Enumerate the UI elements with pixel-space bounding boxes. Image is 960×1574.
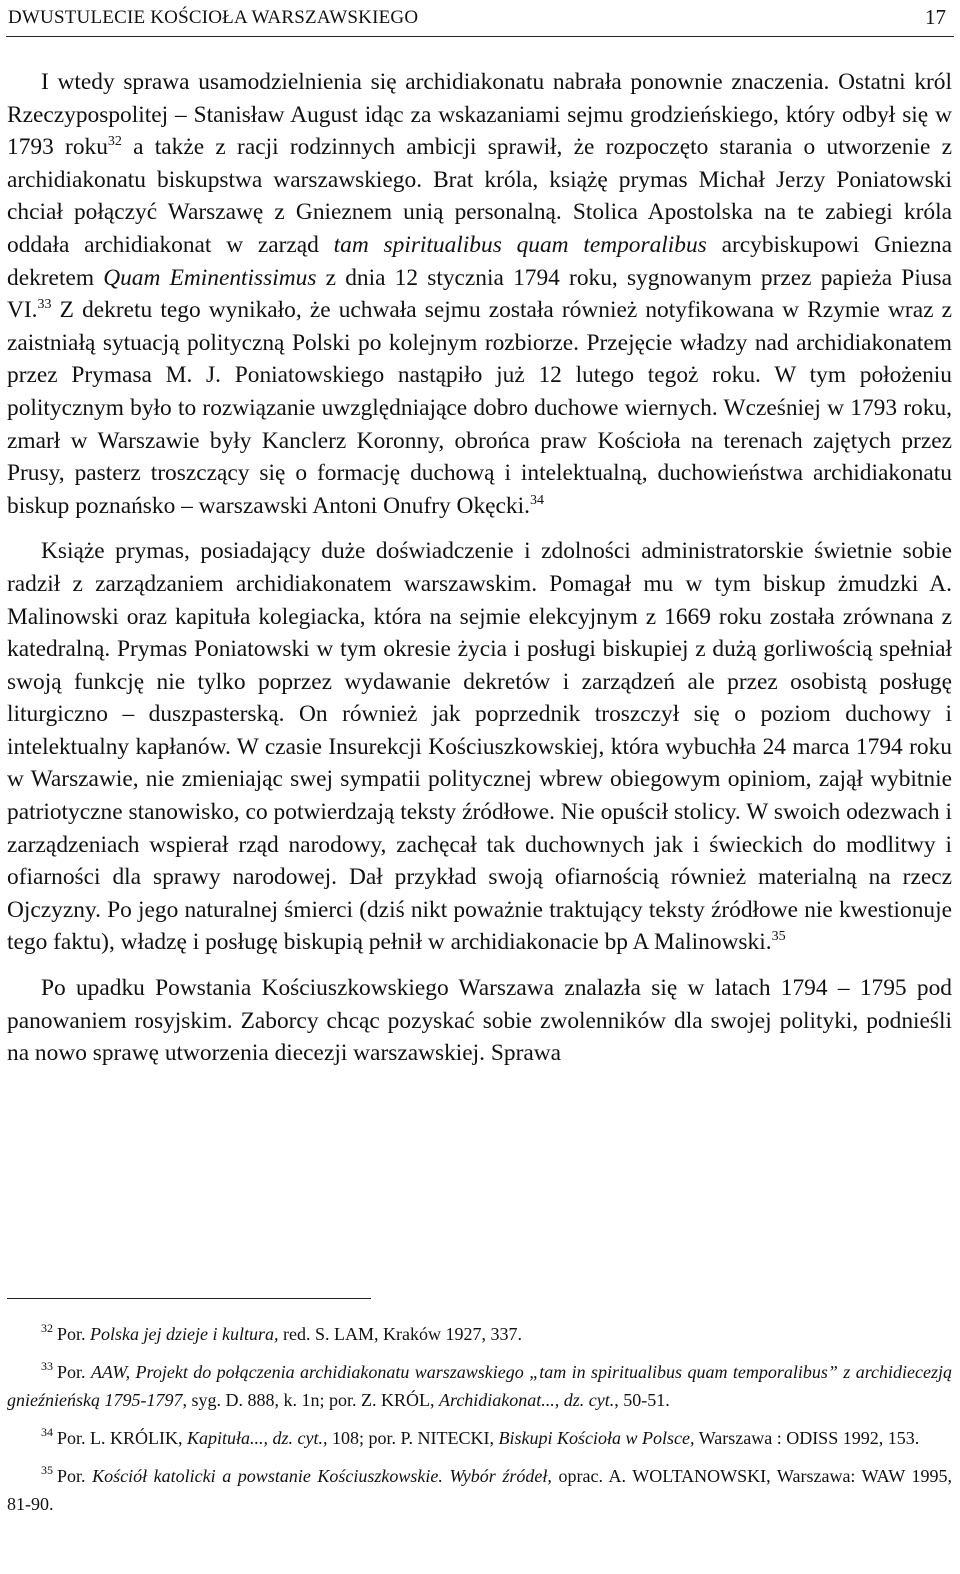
footnote-34: $^{34}$ Por. L. KRÓLIK, Kapituła..., dz. cyt., 108; por. P. NITECKI, Biskupi Kościoła w Polsce, Warszawa : ODISS 1992, 153. (41, 1425, 920, 1448)
footnote-32: $^{32}$ Por. Polska jej dzieje i kultura, red. S. LAM, Kraków 1927, 337. (41, 1321, 522, 1344)
footnote-ref-34[interactable]: 34 (529, 492, 544, 508)
page-header (6, 2, 954, 37)
footnote-separator (7, 1298, 371, 1299)
footnotes (7, 1320, 952, 1528)
footnote-ref-32[interactable]: 32 (107, 134, 122, 150)
paragraph-3: Po upadku Powstania Kościuszkowskiego Warszawa znalazła się w latach 1794 – 1795 pod panowaniem rosyjskim. Zaborcy chcąc pozyskać sobie zwolenników dla swojej polityki, podnieśli na nowo sprawę utworzenia diecezji warszawskiej. Sprawa (7, 975, 952, 1067)
body-text (7, 66, 952, 1070)
footnote-35: $^{35}$ Por. Kościół katolicki a powstanie Kościuszkowskie. Wybór źródeł, oprac. A. WOLTANOWSKI, Warszawa: WAW 1995, 81-90. (7, 1463, 952, 1514)
running-title: DWUSTULECIE KOŚCIOŁA WARSZAWSKIEGO (8, 7, 419, 28)
paragraph-2: Książe prymas, posiadający duże doświadczenie i zdolności administratorskie świetnie sobie radził z zarządzaniem archidiakonatem warszawskim. Pomagał mu w tym biskup żmudzki A. Malinowski oraz kapituła kolegiacka, która na sejmie elekcyjnym z 1669 roku została zrównana z katedralną. Prymas Poniatowski w tym okresie życia i posługi biskupiej z dużą gorliwością spełniał swoją funkcję nie tylko poprzez wydawanie dekretów i zarządzeń ale przez osobistą posługę liturgiczno – duszpasterską. On również jak poprzednik troszczył się o poziom duchowy i intelektualny kapłanów. W czasie Insurekcji Kościuszkowskiej, która wybuchła 24 marca 1794 roku w Warszawie, nie zmieniając swej sympatii politycznej wbrew obiegowym opiniom, zajął wybitnie patriotyczne stanowisko, co potwierdzają teksty źródłowe. Nie opuścił stolicy. W swoich odezwach i zarządzeniach wspierał rząd narodowy, zachęcał tak duchownych jak i świeckich do modlitwy i ofiarności dla sprawy narodowej. Dał przykład swoją ofiarnością również materialną na rzecz Ojczyzny. Po jego naturalnej śmierci (dziś nikt poważnie traktujący teksty źródłowe nie kwestionuje tego faktu), władzę i posługę biskupią pełnił w archidiakonacie bp A Malinowski.$^{35}$ (7, 538, 952, 956)
footnote-33: $^{33}$ Por. AAW, Projekt do połączenia archidiakonatu warszawskiego „tam in spiritualibus quam temporalibus” z archidiecezją gnieźnieńską 1795-1797, syg. D. 888, k. 1n; por. Z. KRÓL, Archidiakonat..., dz. cyt., 50-51. (7, 1359, 953, 1410)
page-number: 17 (925, 5, 946, 29)
paragraph-1: I wtedy sprawa usamodzielnienia się archidiakonatu nabrała ponownie znaczenia. Ostatni król Rzeczypospolitej – Stanisław August idąc za wskazaniami sejmu grodzieńskiego, który odbył się w 1793 roku$^{32}$ a także z racji rodzinnych ambicji sprawił, że rozpoczęto starania o utworzenie z archidiakonatu biskupstwa warszawskiego. Brat króla, książę prymas Michał Jerzy Poniatowski chciał połączyć Warszawę z Gnieznem unią personalną. Stolica Apostolska na te zabiegi króla oddała archidiakonat w zarząd tam spiritualibus quam temporalibus arcybiskupowi Gniezna dekretem Quam Eminentissimus z dnia 12 stycznia 1794 roku, sygnowanym przez papieża Piusa VI.$^{33}$ Z dekretu tego wynikało, że uchwała sejmu została również notyfikowana w Rzymie wraz z zaistniałą sytuacją polityczną Polski po kolejnym rozbiorze. Przejęcie władzy nad archidiakonatem przez Prymasa M. J. Poniatowskiego nastąpiło już 12 lutego tegoż roku. W tym położeniu politycznym było to rozwiązanie uwzględniające dobro duchowe wiernych. Wcześniej w 1793 roku, zmarł w Warszawie były Kanclerz Koronny, obrońca praw Kościoła na terenach zajętych przez Prusy, pasterz troszczący się o formację duchową i intelektualną, duchowieństwa archidiakonatu biskup poznańsko – warszawski Antoni Onufry Okęcki.$^{34}$ (7, 69, 952, 519)
footnote-ref-33[interactable]: 33 (37, 297, 52, 313)
footnote-ref-35[interactable]: 35 (771, 929, 786, 945)
